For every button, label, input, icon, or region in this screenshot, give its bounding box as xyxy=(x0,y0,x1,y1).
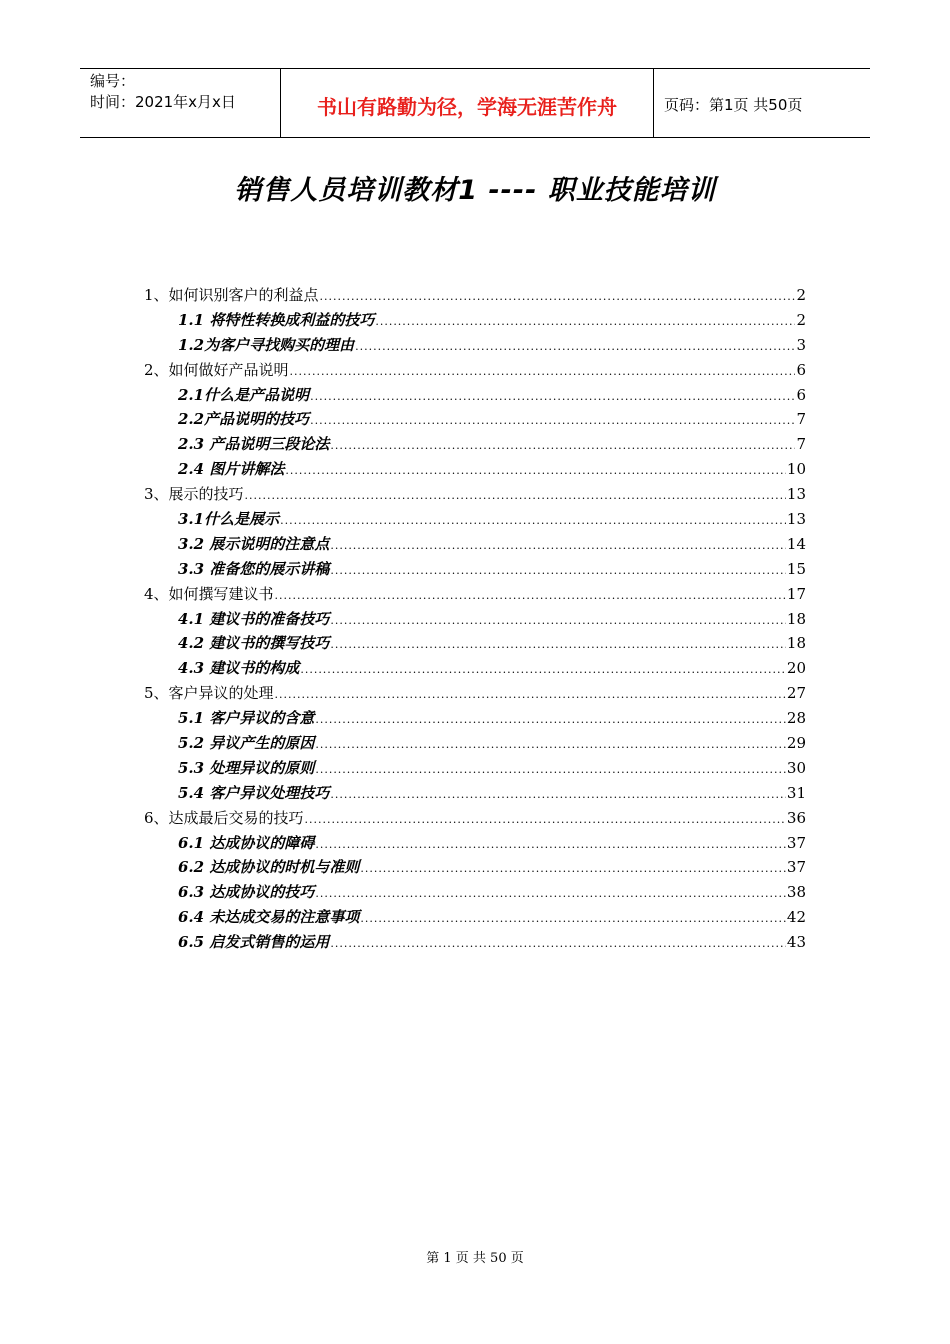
toc-subentry[interactable] xyxy=(144,657,806,682)
toc-entry-page-number: 2 xyxy=(796,286,806,304)
toc-dot-leader xyxy=(360,862,786,875)
table-of-contents xyxy=(144,284,806,956)
toc-entry-label: 6.2 达成协议的时机与准则 xyxy=(178,858,360,877)
toc-entry-page-number: 37 xyxy=(786,858,806,877)
toc-subentry[interactable] xyxy=(144,309,806,334)
toc-subentry[interactable] xyxy=(144,608,806,633)
toc-entry-label: 1、如何识别客户的利益点 xyxy=(144,286,319,304)
toc-dot-leader xyxy=(315,763,786,776)
toc-subentry[interactable] xyxy=(144,508,806,533)
toc-dot-leader xyxy=(315,738,786,751)
toc-entry-page-number: 3 xyxy=(796,335,806,354)
toc-dot-leader xyxy=(330,788,786,801)
toc-entry-label: 3.3 准备您的展示讲稿 xyxy=(178,559,330,578)
toc-entry-page-number: 7 xyxy=(796,410,806,429)
toc-subentry[interactable] xyxy=(144,384,806,409)
toc-dot-leader xyxy=(275,688,786,701)
document-number-label: 编号： xyxy=(90,72,136,90)
toc-entry-page-number: 6 xyxy=(796,385,806,404)
toc-entry-label: 6、达成最后交易的技巧 xyxy=(144,808,304,827)
toc-entry-label: 6.3 达成协议的技巧 xyxy=(178,883,315,902)
toc-subentry[interactable] xyxy=(144,856,806,881)
toc-entry-label: 4.2 建议书的撰写技巧 xyxy=(178,634,330,653)
toc-entry-page-number: 7 xyxy=(796,435,806,454)
toc-entry-page-number: 43 xyxy=(786,933,806,952)
toc-dot-leader xyxy=(355,340,795,353)
toc-subentry[interactable] xyxy=(144,757,806,782)
toc-dot-leader xyxy=(290,365,796,378)
toc-entry-label: 2.1什么是产品说明 xyxy=(178,385,310,404)
page-footer: 第 1 页 共 50 页 xyxy=(426,1251,524,1266)
toc-entry-page-number: 30 xyxy=(786,758,806,777)
toc-dot-leader xyxy=(330,638,786,651)
toc-entry-page-number: 18 xyxy=(786,609,806,628)
toc-dot-leader xyxy=(280,514,786,527)
toc-subentry[interactable] xyxy=(144,732,806,757)
toc-entry-page-number: 31 xyxy=(786,783,806,802)
toc-dot-leader xyxy=(315,838,786,851)
toc-entry-label: 5.2 异议产生的原因 xyxy=(178,734,315,753)
toc-subentry[interactable] xyxy=(144,782,806,807)
toc-entry-label: 5.1 客户异议的含意 xyxy=(178,709,315,728)
toc-subentry[interactable] xyxy=(144,458,806,483)
toc-dot-leader xyxy=(360,912,786,925)
toc-entry-page-number: 2 xyxy=(796,310,806,329)
toc-dot-leader xyxy=(310,390,795,403)
toc-subentry[interactable] xyxy=(144,334,806,359)
toc-subentry[interactable] xyxy=(144,408,806,433)
toc-entry-page-number: 18 xyxy=(786,634,806,653)
toc-entry-label: 3.2 展示说明的注意点 xyxy=(178,534,330,553)
toc-entry[interactable] xyxy=(144,583,806,608)
toc-dot-leader xyxy=(330,539,786,552)
toc-entry-page-number: 36 xyxy=(786,808,806,827)
toc-entry-page-number: 10 xyxy=(786,460,806,479)
toc-dot-leader xyxy=(310,414,795,427)
document-time-label: 时间：2021年x月x日 xyxy=(90,93,236,111)
toc-entry-page-number: 6 xyxy=(796,360,806,379)
toc-entry-label: 3、展示的技巧 xyxy=(144,485,244,504)
toc-subentry[interactable] xyxy=(144,906,806,931)
toc-dot-leader xyxy=(245,489,786,502)
toc-dot-leader xyxy=(315,713,786,726)
document-title: 销售人员培训教材1 ---- 职业技能培训 xyxy=(234,175,716,206)
toc-entry-label: 1.1 将特性转换成利益的技巧 xyxy=(178,310,375,329)
toc-entry-page-number: 37 xyxy=(786,833,806,852)
toc-entry[interactable] xyxy=(144,284,806,309)
toc-dot-leader xyxy=(285,464,786,477)
toc-entry-label: 4、如何撰写建议书 xyxy=(144,584,274,603)
header-page-info: 页码：第1页 共50页 xyxy=(664,95,803,114)
toc-entry-page-number: 14 xyxy=(786,534,806,553)
toc-entry[interactable] xyxy=(144,359,806,384)
toc-subentry[interactable] xyxy=(144,558,806,583)
toc-entry-page-number: 27 xyxy=(786,684,806,703)
toc-dot-leader xyxy=(330,614,786,627)
toc-entry[interactable] xyxy=(144,682,806,707)
toc-entry-page-number: 29 xyxy=(786,734,806,753)
toc-entry[interactable] xyxy=(144,483,806,508)
toc-dot-leader xyxy=(300,663,786,676)
toc-dot-leader xyxy=(375,315,795,328)
toc-entry-label: 2.2产品说明的技巧 xyxy=(178,410,310,429)
toc-entry-page-number: 15 xyxy=(786,559,806,578)
toc-entry-page-number: 28 xyxy=(786,709,806,728)
toc-entry-page-number: 38 xyxy=(786,883,806,902)
toc-entry-label: 2.3 产品说明三段论法 xyxy=(178,435,330,454)
toc-subentry[interactable] xyxy=(144,707,806,732)
toc-entry-label: 5.3 处理异议的原则 xyxy=(178,758,315,777)
toc-entry-page-number: 20 xyxy=(786,659,806,678)
toc-dot-leader xyxy=(330,439,795,452)
toc-subentry[interactable] xyxy=(144,832,806,857)
toc-entry-page-number: 42 xyxy=(786,908,806,927)
toc-dot-leader xyxy=(315,887,786,900)
toc-subentry[interactable] xyxy=(144,632,806,657)
header-motto: 书山有路勤为径，学海无涯苦作舟 xyxy=(281,69,654,137)
toc-dot-leader xyxy=(275,589,786,602)
toc-entry-label: 1.2为客户寻找购买的理由 xyxy=(178,335,355,354)
toc-entry-label: 5、客户异议的处理 xyxy=(144,684,274,703)
page-header xyxy=(80,68,870,138)
toc-subentry[interactable] xyxy=(144,533,806,558)
toc-entry-label: 3.1什么是展示 xyxy=(178,510,280,529)
toc-entry-label: 4.3 建议书的构成 xyxy=(178,659,300,678)
toc-entry-label: 6.1 达成协议的障碍 xyxy=(178,833,315,852)
toc-dot-leader xyxy=(305,813,786,826)
toc-entry-label: 4.1 建议书的准备技巧 xyxy=(178,609,330,628)
toc-entry-label: 6.4 未达成交易的注意事项 xyxy=(178,908,360,927)
toc-entry-label: 5.4 客户异议处理技巧 xyxy=(178,783,330,802)
toc-entry-label: 2.4 图片讲解法 xyxy=(178,460,285,479)
toc-entry-page-number: 13 xyxy=(786,510,806,529)
toc-entry-page-number: 17 xyxy=(786,584,806,603)
toc-entry[interactable] xyxy=(144,807,806,832)
toc-subentry[interactable] xyxy=(144,881,806,906)
toc-dot-leader xyxy=(330,937,786,950)
toc-dot-leader xyxy=(330,564,786,577)
toc-subentry[interactable] xyxy=(144,433,806,458)
toc-entry-label: 6.5 启发式销售的运用 xyxy=(178,933,330,952)
toc-dot-leader xyxy=(320,290,796,303)
toc-entry-label: 2、如何做好产品说明 xyxy=(144,360,289,379)
toc-subentry[interactable] xyxy=(144,931,806,956)
header-meta-cell xyxy=(80,69,281,137)
toc-entry-page-number: 13 xyxy=(786,485,806,504)
